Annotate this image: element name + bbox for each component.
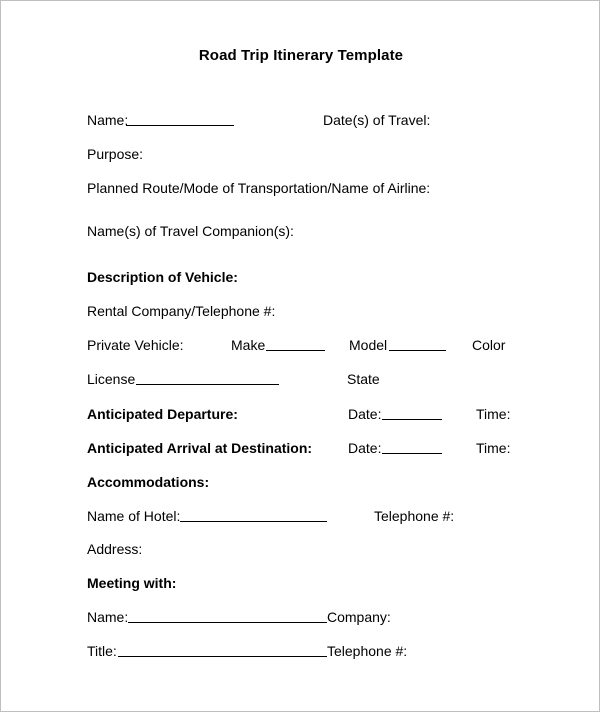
planned-route-label: Planned Route/Mode of Transportation/Name of Airline: <box>87 180 431 196</box>
hotel-name-label: Name of Hotel: <box>87 508 181 524</box>
address-label: Address: <box>87 541 143 557</box>
accommodations-heading: Accommodations: <box>87 474 210 490</box>
document-title: Road Trip Itinerary Template <box>198 47 404 64</box>
meeting-title-label: Title: <box>87 643 117 659</box>
departure-time-label: Time: <box>476 406 511 422</box>
meeting-telephone-label: Telephone #: <box>327 643 408 659</box>
arrival-heading: Anticipated Arrival at Destination: <box>87 440 313 456</box>
state-label: State <box>347 371 380 387</box>
make-field[interactable] <box>266 350 325 351</box>
color-label: Color <box>472 337 506 353</box>
license-field[interactable] <box>136 384 279 385</box>
model-label: Model <box>349 337 388 353</box>
meeting-name-label: Name: <box>87 609 129 625</box>
purpose-label: Purpose: <box>87 146 144 162</box>
departure-date-field[interactable] <box>382 419 442 420</box>
meeting-title-field[interactable] <box>118 656 327 657</box>
meeting-heading: Meeting with: <box>87 575 177 591</box>
hotel-name-field[interactable] <box>180 521 327 522</box>
private-vehicle-label: Private Vehicle: <box>87 337 184 353</box>
arrival-time-label: Time: <box>476 440 511 456</box>
hotel-telephone-label: Telephone #: <box>374 508 455 524</box>
rental-company-label: Rental Company/Telephone #: <box>87 303 276 319</box>
travel-companions-label: Name(s) of Travel Companion(s): <box>87 223 294 239</box>
dates-of-travel-label: Date(s) of Travel: <box>323 112 431 128</box>
departure-heading: Anticipated Departure: <box>87 406 238 422</box>
license-label: License <box>87 371 136 387</box>
make-label: Make <box>231 337 266 353</box>
name-label: Name: <box>87 112 129 128</box>
name-field[interactable] <box>126 125 234 126</box>
arrival-date-field[interactable] <box>382 453 442 454</box>
meeting-name-field[interactable] <box>128 622 327 623</box>
model-field[interactable] <box>389 350 446 351</box>
company-label: Company: <box>327 609 391 625</box>
vehicle-heading: Description of Vehicle: <box>87 269 238 285</box>
departure-date-label: Date: <box>348 406 382 422</box>
arrival-date-label: Date: <box>348 440 382 456</box>
